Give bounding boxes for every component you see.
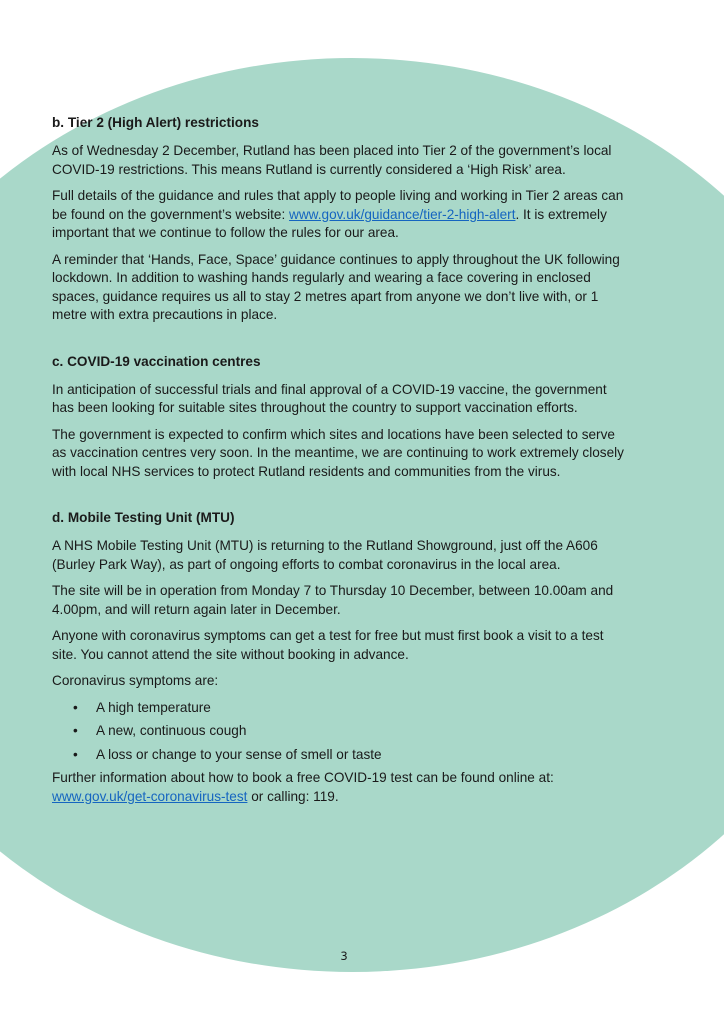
tier2-guidance-link[interactable]: www.gov.uk/guidance/tier-2-high-alert	[289, 206, 516, 222]
text: Full details of the guidance and rules that apply to people living and working in Tier 2 areas can be found on the government’s website:	[52, 188, 624, 222]
section-heading: d. Mobile Testing Unit (MTU)	[52, 510, 235, 525]
paragraph: A reminder that ‘Hands, Face, Space’ guidance continues to apply throughout the UK following lockdown. In addition to washing hands regularly and wearing a face covering in enclosed spaces, guidance requires us all to stay 2 metres apart from anyone we don’t live with, or 1 metre with extra precautions in place.	[52, 251, 620, 322]
paragraph: The government is expected to confirm which sites and locations have been selected to serve as vaccination centres very soon. In the meantime, we are continuing to work extremely closely with local NHS services to protect Rutland residents and communities from the virus.	[52, 426, 624, 479]
get-test-link[interactable]: www.gov.uk/get-coronavirus-test	[52, 788, 248, 804]
section-mtu	[52, 509, 632, 806]
paragraph: A NHS Mobile Testing Unit (MTU) is returning to the Rutland Showground, just off the A606 (Burley Park Way), as part of ongoing efforts to combat coronavirus in the local area.	[52, 538, 598, 572]
symptoms-list	[52, 699, 632, 765]
list-item-text: A new, continuous cough	[96, 723, 247, 738]
paragraph: In anticipation of successful trials and final approval of a COVID-19 vaccine, the government has been looking for suitable sites throughout the country to support vaccination efforts.	[52, 381, 607, 415]
paragraph: Anyone with coronavirus symptoms can get a test for free but must first book a visit to a test site. You cannot attend the site without booking in advance.	[52, 628, 604, 662]
document-body	[52, 114, 632, 834]
page-number: 3	[340, 949, 348, 963]
paragraph: Coronavirus symptoms are:	[52, 673, 219, 688]
bullet-icon: •	[73, 723, 78, 738]
list-item-text: A loss or change to your sense of smell or taste	[96, 746, 382, 762]
paragraph: As of Wednesday 2 December, Rutland has been placed into Tier 2 of the government’s local COVID-19 restrictions. This means Rutland is currently considered a ‘High Risk’ area.	[52, 143, 612, 177]
paragraph: The site will be in operation from Monday 7 to Thursday 10 December, between 10.00am and 4.00pm, and will return again later in December.	[52, 583, 614, 617]
list-item	[52, 746, 632, 765]
bullet-icon: •	[73, 699, 78, 715]
text: or calling: 119.	[247, 788, 339, 804]
section-heading: b. Tier 2 (High Alert) restrictions	[52, 115, 259, 130]
text: . It is extremely important that we continue to follow the rules for our area.	[52, 206, 607, 240]
paragraph	[52, 187, 632, 243]
text: Further information about how to book a free COVID-19 test can be found online at:	[52, 770, 554, 785]
list-item	[52, 722, 632, 741]
list-item	[52, 699, 632, 718]
bullet-icon: •	[73, 746, 78, 762]
list-item-text: A high temperature	[96, 699, 211, 715]
paragraph	[52, 769, 632, 806]
section-heading: c. COVID-19 vaccination centres	[52, 353, 261, 369]
section-vaccination	[52, 353, 632, 482]
section-tier2	[52, 114, 632, 325]
